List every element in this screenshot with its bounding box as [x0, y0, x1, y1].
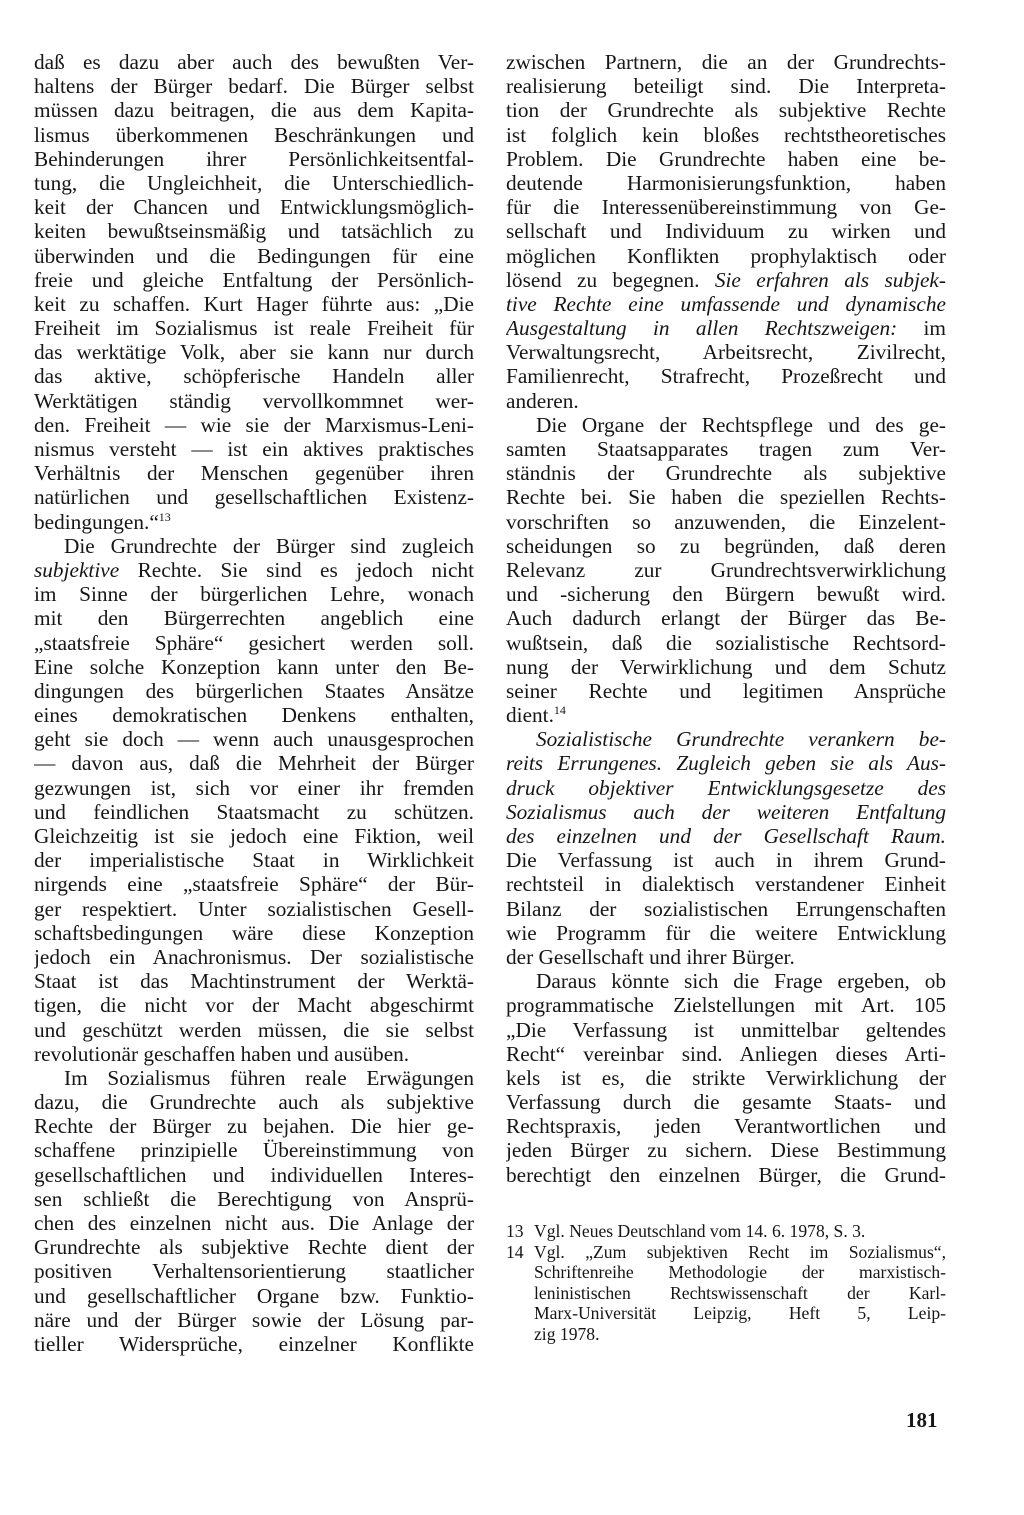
footnote-ref: 13: [158, 509, 171, 524]
line-text: sellschaft und Individuum zu wirken und: [506, 219, 946, 244]
line-text: freie und gleiche Entfaltung der Persönlich-: [34, 267, 474, 292]
line-text: sen schließt die Berechtigung von Ansprü-: [34, 1186, 474, 1211]
footnotes: [506, 1221, 946, 1344]
line-text: Die Organe der Rechtspflege und des ge-: [536, 412, 946, 437]
text-line: [34, 848, 474, 872]
text-line: [506, 316, 946, 340]
text-line: [506, 244, 946, 268]
right-text-column: [506, 50, 946, 1187]
line-text: zwischen Partnern, die an der Grundrechts-: [506, 50, 946, 74]
line-text: mit den Bürgerrechten angeblich eine: [34, 606, 474, 631]
text-line: [34, 1090, 474, 1114]
footnote: [506, 1242, 946, 1345]
line-text: jedoch ein Anachronismus. Der sozialistische: [34, 944, 474, 969]
line-text: keit zu schaffen. Kurt Hager führte aus: „Die: [34, 291, 474, 316]
italic-run: Sie erfahren als subjek-: [714, 267, 946, 292]
footnote-ref: 14: [553, 703, 566, 718]
text-line: [506, 1114, 946, 1138]
line-text: ständnis der Grundrechte als subjektive: [506, 461, 946, 486]
text-line: [506, 655, 946, 679]
line-text: näre und der Bürger sowie der Lösung par-: [34, 1307, 474, 1332]
text-line: [506, 703, 946, 727]
line-text: wußtsein, daß die sozialistische Rechtsord-: [506, 630, 946, 655]
text-line: [506, 993, 946, 1017]
line-text: Gleichzeitig ist sie jedoch eine Fiktion, weil: [34, 824, 474, 848]
line-text: Rechte. Sie sind es jedoch nicht: [119, 557, 474, 582]
text-line: [34, 1308, 474, 1332]
line-text: gezwungen ist, sich vor einer ihr fremden: [34, 775, 474, 800]
text-line: [506, 485, 946, 509]
text-line: [506, 727, 946, 751]
text-line: [506, 50, 946, 74]
text-line: [506, 800, 946, 824]
line-text: geht sie doch — wenn auch unausgesprochen: [34, 727, 474, 752]
line-text: schaffene prinzipielle Übereinstimmung von: [34, 1138, 474, 1163]
line-text: deutende Harmonisierungsfunktion, haben: [506, 170, 946, 195]
text-line: [506, 872, 946, 896]
line-text: samten Staatsapparates tragen zum Ver-: [506, 437, 946, 461]
line-text: druck objektiver Entwicklungsgesetze des: [506, 775, 946, 800]
text-line: [506, 606, 946, 630]
line-text: haltens der Bürger bedarf. Die Bürger selbst: [34, 74, 474, 99]
text-line: [34, 1163, 474, 1187]
line-text: der imperialistische Staat in Wirklichkeit: [34, 848, 474, 873]
text-line: [34, 558, 474, 582]
line-text: lismus überkommenen Beschränkungen und: [34, 122, 474, 147]
line-text: das werktätige Volk, aber sie kann nur durch: [34, 340, 474, 365]
text-line: [506, 219, 946, 243]
line-text: und feindlichen Staatsmacht zu schützen.: [34, 799, 474, 824]
text-line: [506, 292, 946, 316]
text-line: [34, 364, 474, 388]
text-line: [34, 872, 474, 896]
footnote-number: 14: [506, 1241, 524, 1262]
line-text: ist folglich kein bloßes rechtstheoretisches: [506, 122, 946, 147]
text-line: [506, 268, 946, 292]
line-text: Relevanz zur Grundrechtsverwirklichung: [506, 557, 946, 582]
text-line: [34, 606, 474, 630]
text-line: [506, 413, 946, 437]
page-number: 181: [906, 1408, 938, 1432]
line-text: Staat ist das Machtinstrument der Werktä-: [34, 969, 474, 994]
line-text: Die Verfassung ist auch in ihrem Grund-: [506, 848, 946, 873]
line-text: realisierung beteiligt sind. Die Interpreta-: [506, 74, 946, 99]
text-line: [34, 98, 474, 122]
text-line: [34, 437, 474, 461]
text-line: [34, 123, 474, 147]
text-line: [506, 389, 946, 413]
text-line: [34, 1066, 474, 1090]
line-text: programmatische Zielstellungen mit Art. 105: [506, 993, 946, 1018]
footnote-line: Marx-Universität Leipzig, Heft 5, Leip-: [534, 1303, 946, 1323]
text-line: [34, 389, 474, 413]
text-line: [34, 751, 474, 775]
line-text: dazu, die Grundrechte auch als subjektive: [34, 1090, 474, 1115]
text-line: [34, 1138, 474, 1162]
line-text: Freiheit im Sozialismus ist reale Freiheit für: [34, 316, 474, 341]
text-line: [506, 631, 946, 655]
line-text: nirgends eine „staatsfreie Sphäre“ der Bür-: [34, 872, 474, 897]
text-line: [34, 268, 474, 292]
text-line: [34, 485, 474, 509]
text-line: [506, 437, 946, 461]
text-line: [34, 655, 474, 679]
line-text: positiven Verhaltensorientierung staatlicher: [34, 1259, 474, 1284]
text-line: [34, 461, 474, 485]
line-text: müssen dazu beitragen, die aus dem Kapita-: [34, 98, 474, 123]
text-line: [34, 219, 474, 243]
text-line: [34, 921, 474, 945]
line-text: Auch dadurch erlangt der Bürger das Be-: [506, 606, 946, 631]
line-text: und geschützt werden müssen, die sie selbst: [34, 1017, 474, 1042]
text-line: [506, 171, 946, 195]
line-text: Werktätigen ständig vervollkommnet wer-: [34, 388, 474, 413]
text-line: [34, 413, 474, 437]
text-line: [34, 340, 474, 364]
line-text: das aktive, schöpferische Handeln aller: [34, 364, 474, 389]
text-line: [506, 461, 946, 485]
text-line: [34, 1211, 474, 1235]
line-text: revolutionär geschaffen haben und ausüben.: [34, 1041, 410, 1066]
line-text: „staatsfreie Sphäre“ gesichert werden soll.: [34, 630, 474, 655]
line-text: Verfassung durch die gesamte Staats- und: [506, 1090, 946, 1115]
footnote-line: Vgl. Neues Deutschland vom 14. 6. 1978, S. 3.: [534, 1221, 866, 1241]
line-text: anderen.: [506, 388, 579, 413]
line-text: Bilanz der sozialistischen Errungenschaften: [506, 896, 946, 921]
text-line: [506, 340, 946, 364]
line-text: Verhältnis der Menschen gegenüber ihren: [34, 461, 474, 486]
line-text: vorschriften so anzuwenden, die Einzelent-: [506, 509, 946, 534]
line-text: und -sicherung den Bürgern bewußt wird.: [506, 582, 946, 607]
line-text: Rechte der Bürger zu bejahen. Die hier ge-: [34, 1114, 474, 1139]
line-text: berechtigt den einzelnen Bürger, die Grund-: [506, 1162, 946, 1187]
text-line: [34, 50, 474, 74]
line-text: Im Sozialismus führen reale Erwägungen: [64, 1065, 474, 1090]
text-line: [506, 1066, 946, 1090]
text-line: [506, 364, 946, 388]
line-text: „Die Verfassung ist unmittelbar geltendes: [506, 1017, 946, 1042]
footnote-line: Schriftenreihe Methodologie der marxistisch-: [534, 1262, 946, 1282]
text-line: [506, 921, 946, 945]
text-line: [34, 945, 474, 969]
text-line: [34, 631, 474, 655]
text-line: [506, 147, 946, 171]
text-line: [34, 800, 474, 824]
line-text: seiner Rechte und legitimen Ansprüche: [506, 678, 946, 703]
text-line: [506, 945, 946, 969]
line-text: daß es dazu aber auch des bewußten Ver-: [34, 50, 474, 74]
text-line: [34, 1114, 474, 1138]
line-text: im Sinne der bürgerlichen Lehre, wonach: [34, 582, 474, 607]
text-line: [506, 558, 946, 582]
left-text-column: [34, 50, 474, 1356]
text-line: [34, 1042, 474, 1066]
line-text: natürlichen und gesellschaftlichen Existenz-: [34, 485, 474, 510]
text-line: [34, 727, 474, 751]
line-text: überwinden und die Bedingungen für eine: [34, 243, 474, 268]
footnote: [506, 1221, 946, 1242]
text-line: [34, 510, 474, 534]
text-line: [34, 1235, 474, 1259]
line-text: Sozialismus auch der weiteren Entfaltung: [506, 799, 946, 824]
text-line: [506, 751, 946, 775]
line-text: Sozialistische Grundrechte verankern be-: [536, 727, 946, 752]
text-line: [506, 98, 946, 122]
text-line: [506, 776, 946, 800]
line-text: Rechtspraxis, jeden Verantwortlichen und: [506, 1114, 946, 1139]
line-text: reits Errungenes. Zugleich geben sie als Aus-: [506, 751, 946, 776]
text-line: [34, 74, 474, 98]
line-text: — davon aus, daß die Mehrheit der Bürger: [34, 751, 474, 776]
italic-run: subjektive: [34, 557, 120, 582]
text-line: [34, 582, 474, 606]
footnote-line: leninistischen Rechtswissenschaft der Karl-: [534, 1282, 946, 1303]
line-text: nung der Verwirklichung und dem Schutz: [506, 654, 946, 679]
text-line: [34, 1018, 474, 1042]
line-text: tive Rechte eine umfassende und dynamische: [506, 291, 946, 316]
text-line: [34, 147, 474, 171]
line-text: Ausgestaltung in allen Rechtszweigen:: [506, 316, 898, 341]
line-text: jeden Bürger zu sichern. Diese Bestimmung: [506, 1138, 946, 1163]
text-line: [506, 534, 946, 558]
line-text: lösend zu begegnen.: [506, 267, 715, 292]
line-text: Familienrecht, Strafrecht, Prozeßrecht und: [506, 364, 946, 389]
text-line: [34, 1332, 474, 1356]
text-line: [506, 1090, 946, 1114]
text-line: [506, 969, 946, 993]
text-line: [506, 74, 946, 98]
line-text: Daraus könnte sich die Frage ergeben, ob: [536, 969, 946, 994]
line-text: Behinderungen ihrer Persönlichkeitsentfal-: [34, 146, 474, 171]
line-text: schaftsbedingungen wäre diese Konzeption: [34, 920, 474, 945]
roman-run: im: [897, 316, 946, 341]
text-line: [34, 703, 474, 727]
text-line: [506, 1163, 946, 1187]
text-line: [506, 679, 946, 703]
text-line: [34, 1284, 474, 1308]
line-text: bedingungen.“: [34, 509, 159, 534]
text-line: [506, 123, 946, 147]
text-line: [506, 582, 946, 606]
text-line: [34, 534, 474, 558]
text-line: [506, 195, 946, 219]
line-text: eines demokratischen Denkens enthalten,: [34, 703, 474, 728]
line-text: Rechte bei. Sie haben die speziellen Rechts-: [506, 485, 946, 510]
line-text: nismus versteht — ist ein aktives praktisches: [34, 437, 474, 461]
text-line: [506, 848, 946, 872]
line-text: chen des einzelnen nicht aus. Die Anlage der: [34, 1211, 474, 1235]
text-line: [34, 195, 474, 219]
text-line: [506, 1042, 946, 1066]
footnote-number: 13: [506, 1221, 524, 1241]
line-text: rechtsteil in dialektisch verstandener Einheit: [506, 872, 946, 897]
text-line: [34, 969, 474, 993]
text-line: [34, 776, 474, 800]
text-line: [34, 1187, 474, 1211]
line-text: Die Grundrechte der Bürger sind zugleich: [64, 533, 474, 558]
text-line: [506, 1018, 946, 1042]
line-text: Verwaltungsrecht, Arbeitsrecht, Zivilrecht,: [506, 340, 946, 365]
line-text: tion der Grundrechte als subjektive Rechte: [506, 98, 946, 123]
line-text: für die Interessenübereinstimmung von Ge-: [506, 195, 946, 220]
line-text: kels ist es, die strikte Verwirklichung der: [506, 1065, 946, 1090]
text-line: [34, 244, 474, 268]
text-line: [506, 1138, 946, 1162]
text-line: [34, 679, 474, 703]
line-text: keiten bewußtseinsmäßig und tatsächlich zu: [34, 219, 474, 244]
text-line: [506, 510, 946, 534]
line-text: der Gesellschaft und ihrer Bürger.: [506, 944, 795, 969]
footnote-line: zig 1978.: [534, 1323, 600, 1344]
text-line: [34, 292, 474, 316]
text-line: [34, 824, 474, 848]
line-text: dingungen des bürgerlichen Staates Ansätze: [34, 678, 474, 703]
line-text: Problem. Die Grundrechte haben eine be-: [506, 146, 946, 171]
line-text: dient.: [506, 703, 554, 728]
text-line: [34, 897, 474, 921]
line-text: keit der Chancen und Entwicklungsmöglich-: [34, 195, 474, 220]
text-line: [34, 171, 474, 195]
line-text: scheidungen so zu begründen, daß deren: [506, 533, 946, 558]
line-text: den. Freiheit — wie sie der Marxismus-Leni-: [34, 412, 474, 437]
line-text: tigen, die nicht vor der Macht abgeschirmt: [34, 993, 474, 1018]
line-text: Recht“ vereinbar sind. Anliegen dieses Arti-: [506, 1041, 946, 1066]
text-line: [506, 824, 946, 848]
text-line: [34, 316, 474, 340]
line-text: wie Programm für die weitere Entwicklung: [506, 920, 946, 945]
text-line: [34, 1259, 474, 1283]
line-text: tung, die Ungleichheit, die Unterschiedlich-: [34, 170, 474, 195]
line-text: des einzelnen und der Gesellschaft Raum.: [506, 824, 946, 848]
line-text: tieller Widersprüche, einzelner Konflikte: [34, 1331, 474, 1356]
line-text: ger respektiert. Unter sozialistischen Gesell-: [34, 896, 474, 921]
line-text: und gesellschaftlicher Organe bzw. Funktio-: [34, 1283, 474, 1308]
line-text: möglichen Konflikten prophylaktisch oder: [506, 243, 946, 268]
footnote-line: Vgl. „Zum subjektiven Recht im Sozialismus“,: [534, 1241, 946, 1262]
text-line: [506, 897, 946, 921]
line-text: Grundrechte als subjektive Rechte dient der: [34, 1235, 474, 1260]
line-text: Eine solche Konzeption kann unter den Be-: [34, 654, 474, 679]
line-text: gesellschaftlichen und individuellen Interes-: [34, 1162, 474, 1187]
text-line: [34, 993, 474, 1017]
